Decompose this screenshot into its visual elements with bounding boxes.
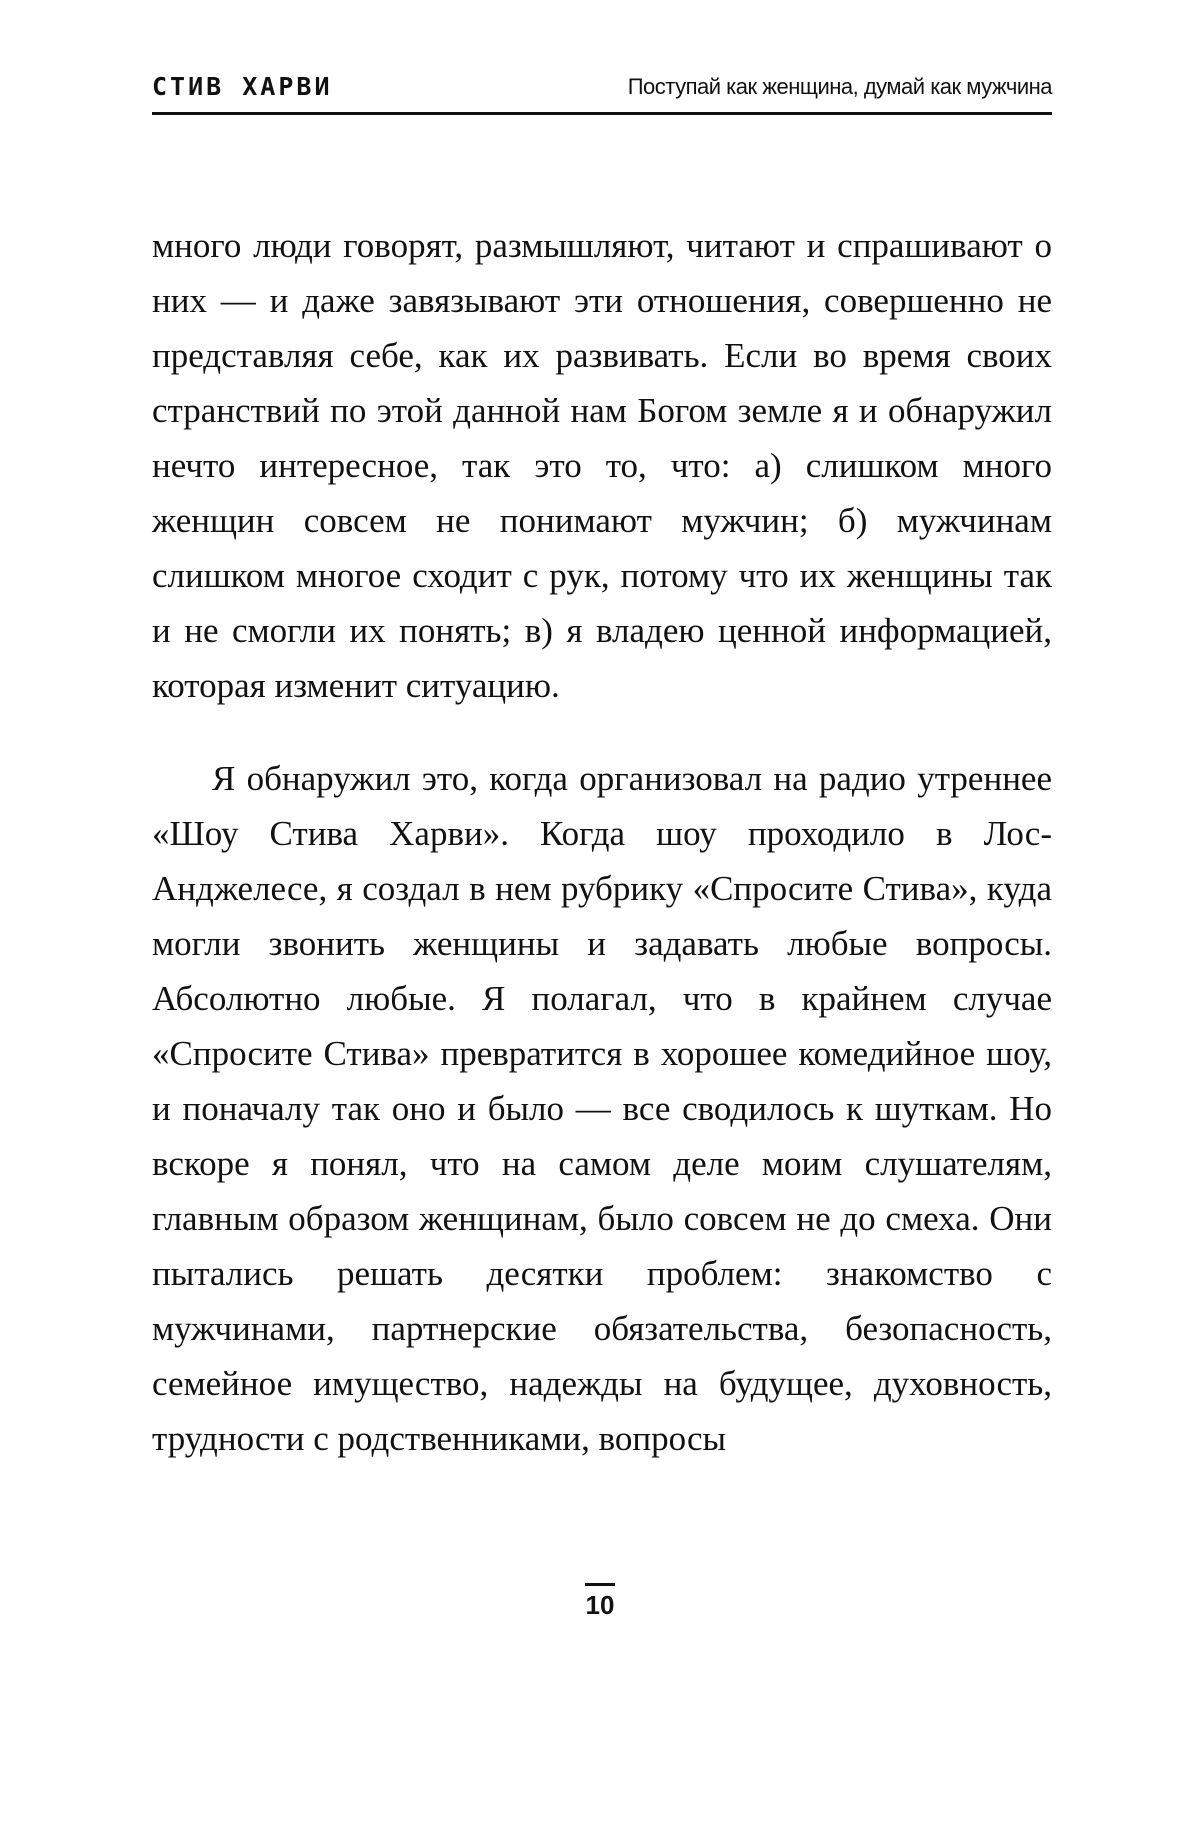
page-number: 10: [585, 1590, 615, 1620]
body-text: [152, 218, 1052, 1466]
page-number-rule: [585, 1583, 615, 1586]
paragraph: Я обнаружил это, когда организовал на радио утреннее «Шоу Стива Харви». Когда шоу проходило в Лос-Анджелесе, я создал в нем рубрику «Спросите Стива», куда могли звонить женщины и задавать любые вопросы. Абсолютно любые. Я полагал, что в крайнем случае «Спросите Стива» превратится в хорошее комедийное шоу, и поначалу так оно и было — все сводилось к шуткам. Но вскоре я понял, что на самом деле моим слушателям, главным образом женщинам, было совсем не до смеха. Они пытались решать десятки проблем: знакомство с мужчинами, партнерские обязательства, безопасность, семейное имущество, надежды на будущее, духовность, трудности с родственниками, вопросы: [152, 759, 1052, 1458]
header-book-title: Поступай как женщина, думай как мужчина: [627, 74, 1052, 99]
header-author: СТИВ ХАРВИ: [152, 72, 333, 101]
running-header: [152, 70, 1052, 115]
paragraph: много люди говорят, размышляют, читают и спрашивают о них — и даже завязывают эти отношения, совершенно не представляя себе, как их развивать. Если во время своих странствий по этой данной нам Богом земле я и обнаружил нечто интересное, так это то, что: а) слишком много женщин совсем не понимают мужчин; б) мужчинам слишком многое сходит с рук, потому что их женщины так и не смогли их понять; в) я владею ценной информацией, которая изменит ситуацию.: [152, 226, 1052, 705]
